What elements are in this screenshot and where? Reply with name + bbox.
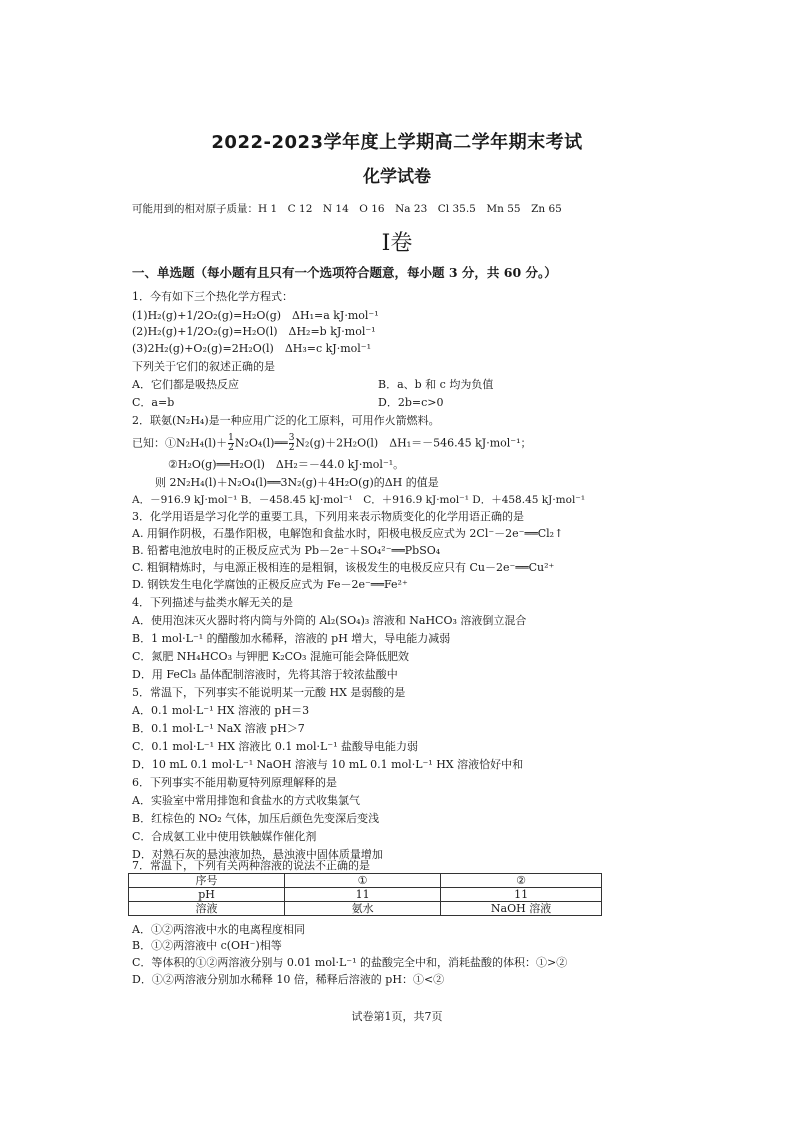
q6-option-d: D．对熟石灰的悬浊液加热，悬浊液中固体质量增加: [132, 848, 383, 861]
page-footer: 试卷第1页，共7页: [351, 1010, 443, 1023]
atomic-masses-note: 可能用到的相对原子质量：H 1 C 12 N 14 O 16 Na 23 Cl 35.5 Mn 55 Zn 65: [132, 203, 562, 215]
table-cell: NaOH 溶液: [441, 902, 602, 916]
q1-eq1: (1)H₂(g)+1/2O₂(g)=H₂O(g) ΔH₁=a kJ·mol⁻¹: [132, 309, 379, 322]
table-cell: 11: [285, 888, 441, 902]
q1-option-b: B．a、b 和 c 均为负值: [378, 378, 494, 391]
q7-comparison-table: [128, 873, 602, 916]
exam-title: 2022-2023学年度上学期高二学年期末考试: [211, 132, 583, 153]
fraction-numerator: 1: [228, 433, 234, 443]
q2-known-mid: N₂O₄(l)══: [234, 436, 288, 450]
table-row: [129, 888, 602, 902]
part-heading: Ⅰ卷: [381, 231, 413, 256]
fraction-one-half: [228, 434, 234, 453]
q5-option-d: D．10 mL 0.1 mol·L⁻¹ NaOH 溶液与 10 mL 0.1 mol·L⁻¹ HX 溶液恰好中和: [132, 758, 524, 771]
table-cell: 氨水: [285, 902, 441, 916]
q7-option-a: A．①②两溶液中水的电离程度相同: [132, 923, 305, 936]
q2-known-1: [132, 434, 532, 453]
q4-option-a: A．使用泡沫灭火器时将内筒与外筒的 Al₂(SO₄)₃ 溶液和 NaHCO₃ 溶液倒立混合: [132, 614, 527, 627]
q7-option-c: C．等体积的①②两溶液分别与 0.01 mol·L⁻¹ 的盐酸完全中和，消耗盐酸的体积：①>②: [132, 956, 568, 969]
q5-option-a: A．0.1 mol·L⁻¹ HX 溶液的 pH＝3: [132, 704, 310, 717]
q6-stem: 6．下列事实不能用勒夏特列原理解释的是: [132, 776, 337, 789]
q1-option-c: C．a=b: [132, 396, 175, 409]
q1-stem: 1．今有如下三个热化学方程式：: [132, 290, 293, 303]
q1-ask: 下列关于它们的叙述正确的是: [132, 360, 275, 373]
q4-stem: 4．下列描述与盐类水解无关的是: [132, 596, 293, 609]
q6-option-b: B．红棕色的 NO₂ 气体，加压后颜色先变深后变浅: [132, 812, 380, 825]
fraction-denominator: 2: [228, 443, 234, 453]
table-row: [129, 874, 602, 888]
q3-stem: 3．化学用语是学习化学的重要工具，下列用来表示物质变化的化学用语正确的是: [132, 510, 524, 523]
q2-known-2: ②H₂O(g)══H₂O(l) ΔH₂＝－44.0 kJ·mol⁻¹。: [168, 458, 405, 471]
q3-option-d: D. 钢铁发生电化学腐蚀的正极反应式为 Fe－2e⁻══Fe²⁺: [132, 578, 408, 591]
q6-option-a: A．实验室中常用排饱和食盐水的方式收集氯气: [132, 794, 360, 807]
exam-subtitle: 化学试卷: [363, 167, 431, 187]
q2-known-prefix: 已知：①N₂H₄(l)＋: [132, 436, 228, 450]
table-cell: 11: [441, 888, 602, 902]
q2-stem: 2．联氨(N₂H₄)是一种应用广泛的化工原料，可用作火箭燃料。: [132, 414, 440, 427]
q1-option-a: A．它们都是吸热反应: [132, 378, 239, 391]
q5-option-c: C．0.1 mol·L⁻¹ HX 溶液比 0.1 mol·L⁻¹ 盐酸导电能力弱: [132, 740, 418, 753]
table-cell: 序号: [129, 874, 285, 888]
section-heading: 一、单选题（每小题有且只有一个选项符合题意，每小题 3 分，共 60 分。）: [132, 265, 557, 280]
table-cell: 溶液: [129, 902, 285, 916]
fraction-denominator: 2: [288, 443, 295, 453]
table-cell: pH: [129, 888, 285, 902]
table-row: [129, 902, 602, 916]
q7-option-b: B．①②两溶液中 c(OH⁻)相等: [132, 939, 282, 952]
q3-option-c: C. 粗铜精炼时，与电源正极相连的是粗铜，该极发生的电极反应只有 Cu－2e⁻══Cu²⁺: [132, 561, 555, 574]
q5-option-b: B．0.1 mol·L⁻¹ NaX 溶液 pH＞7: [132, 722, 305, 735]
q1-option-d: D．2b=c>0: [378, 396, 444, 409]
q3-option-b: B. 铅蓄电池放电时的正极反应式为 Pb－2e⁻＋SO₄²⁻══PbSO₄: [132, 544, 441, 557]
q4-option-c: C．氮肥 NH₄HCO₃ 与钾肥 K₂CO₃ 混施可能会降低肥效: [132, 650, 409, 663]
fraction-numerator: 3: [288, 433, 295, 443]
q5-stem: 5．常温下，下列事实不能说明某一元酸 HX 是弱酸的是: [132, 686, 406, 699]
table-cell: ②: [441, 874, 602, 888]
q4-option-b: B．1 mol·L⁻¹ 的醋酸加水稀释，溶液的 pH 增大，导电能力减弱: [132, 632, 451, 645]
q2-options: A．－916.9 kJ·mol⁻¹ B．－458.45 kJ·mol⁻¹ C．＋916.9 kJ·mol⁻¹ D．＋458.45 kJ·mol⁻¹: [132, 494, 586, 506]
q7-option-d: D．①②两溶液分别加水稀释 10 倍，稀释后溶液的 pH：①<②: [132, 973, 445, 986]
q1-eq2: (2)H₂(g)+1/2O₂(g)=H₂O(l) ΔH₂=b kJ·mol⁻¹: [132, 325, 376, 338]
q7-stem: 7．常温下，下列有关两种溶液的说法不正确的是: [132, 859, 370, 872]
q1-eq3: (3)2H₂(g)+O₂(g)=2H₂O(l) ΔH₃=c kJ·mol⁻¹: [132, 342, 371, 355]
q2-known-suffix: N₂(g)＋2H₂O(l) ΔH₁＝－546.45 kJ·mol⁻¹；: [295, 436, 532, 450]
table-cell: ①: [285, 874, 441, 888]
q2-ask: 则 2N₂H₄(l)＋N₂O₄(l)══3N₂(g)＋4H₂O(g)的ΔH 的值是: [155, 476, 439, 489]
q4-option-d: D．用 FeCl₃ 晶体配制溶液时，先将其溶于较浓盐酸中: [132, 668, 398, 681]
q6-option-c: C．合成氨工业中使用铁触媒作催化剂: [132, 830, 317, 843]
fraction-three-halves: [289, 434, 295, 453]
q3-option-a: A. 用铜作阴极，石墨作阳极，电解饱和食盐水时，阳极电极反应式为 2Cl⁻－2e⁻══Cl₂↑: [132, 527, 564, 540]
